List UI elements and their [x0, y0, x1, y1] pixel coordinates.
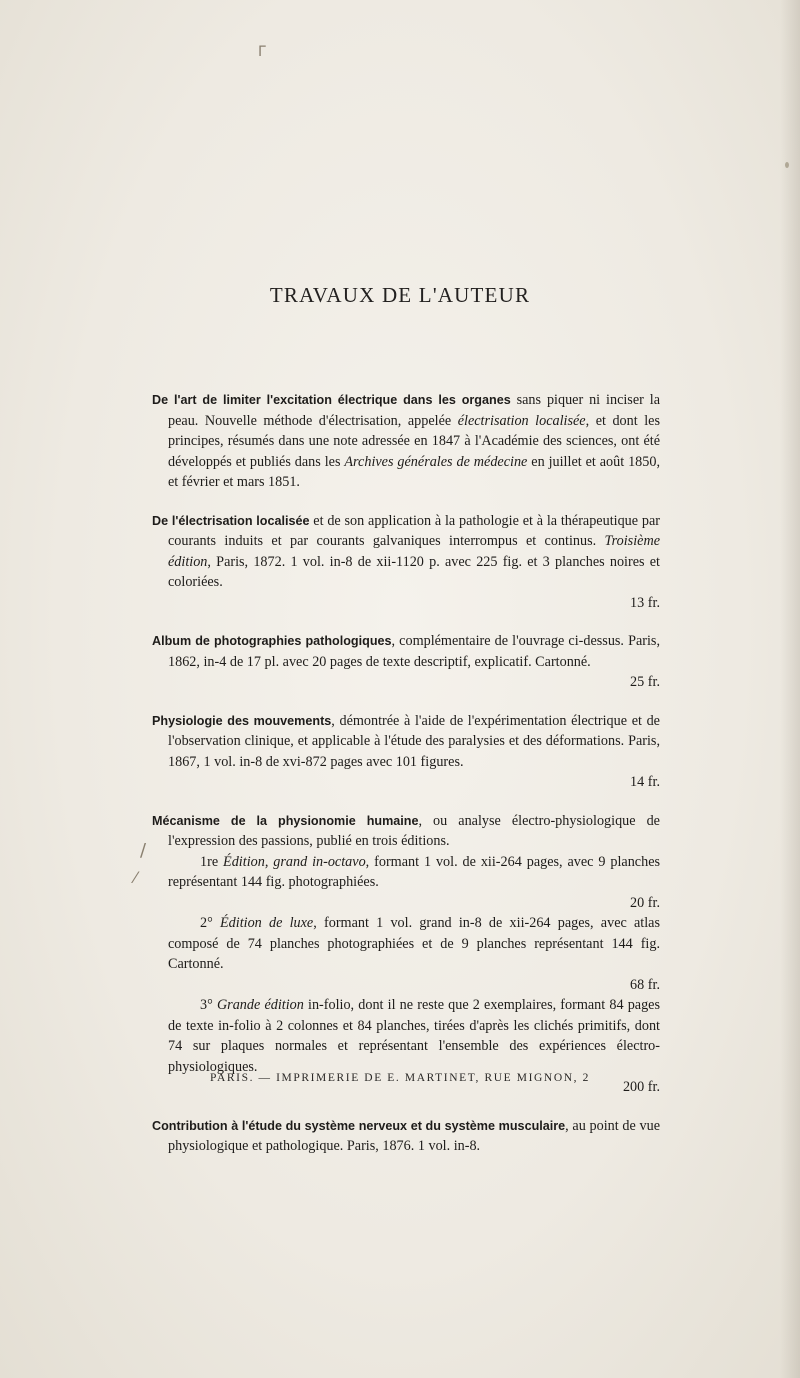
speck	[785, 162, 789, 168]
bibliography-entry	[152, 1116, 660, 1157]
entry-title: De l'art de limiter l'excitation électrique dans les organes	[152, 393, 511, 407]
price-line	[168, 893, 660, 914]
entry-italic: électrisation localisée	[457, 412, 586, 429]
edition-number: 3°	[200, 997, 213, 1013]
edition-item	[168, 913, 660, 995]
entry-text: , au point de vue physiologique et pathologique. Paris, 1876. 1 vol. in-8.	[168, 1117, 660, 1154]
entry-text: , et dont les principes, résumés dans une note adressée en 1847 à l'Académie des sciences, ont été développés et publiés dans les	[168, 412, 660, 470]
entry-italic: Archives générales de médecine	[344, 453, 528, 470]
entry-price: 25 fr.	[630, 674, 660, 690]
page-edge-shadow	[780, 0, 800, 1378]
entry-italic: Troisième édition	[168, 533, 660, 570]
entry-title: Album de photographies pathologiques	[152, 634, 392, 648]
entry-text: , complémentaire de l'ouvrage ci-dessus. Paris, 1862, in-4 de 17 pl. avec 20 pages de texte descriptif, explicatif. Cartonné.	[168, 633, 660, 670]
pencil-mark: /	[140, 840, 147, 861]
edition-text: , formant 1 vol. grand in-8 de xii-264 pages, avec atlas composé de 74 planches photographiées et de 9 planches représentant 144 fig. Cartonné.	[168, 915, 661, 972]
entry-price: 14 fr.	[630, 774, 660, 790]
edition-title: Édition de luxe	[220, 915, 314, 931]
edition-item	[168, 852, 660, 914]
entry-text: sans piquer ni inciser la peau. Nouvelle méthode d'électrisation, appelée	[168, 392, 660, 429]
edition-title: Grande édition	[216, 997, 304, 1013]
pencil-mark: ⁄	[134, 868, 137, 887]
bibliography-list	[152, 390, 660, 1175]
entry-price: 13 fr.	[630, 594, 660, 611]
entry-text: et de son application à la pathologie et à la thérapeutique par courants induits et par courants galvaniques interrompus et continus.	[168, 512, 660, 549]
entry-title: Physiologie des mouvements	[152, 713, 332, 728]
entry-text: en juillet et août 1850, et février et mars 1851.	[168, 453, 661, 490]
edition-price: 20 fr.	[630, 894, 660, 911]
edition-price: 68 fr.	[630, 976, 660, 993]
entry-title: Contribution à l'étude du système nerveux et du système musculaire	[152, 1118, 566, 1133]
edition-price: 200 fr.	[622, 1079, 660, 1095]
edition-title: Édition, grand in-octavo	[223, 853, 366, 870]
bibliography-entry	[152, 811, 660, 1098]
page-title: TRAVAUX DE L'AUTEUR	[269, 283, 531, 307]
price-line	[168, 672, 660, 693]
edition-number: 2°	[200, 915, 213, 931]
price-line	[168, 593, 660, 614]
bibliography-entry	[152, 390, 660, 493]
edition-text: , formant 1 vol. de xii-264 pages, avec 9 planches représentant 144 fig. photographiées.	[168, 853, 661, 890]
edition-number: 1re	[200, 853, 219, 870]
entry-title: Mécanisme de la physionomie humaine	[152, 813, 419, 828]
entry-title: De l'électrisation localisée	[152, 513, 310, 528]
entry-text: , Paris, 1872. 1 vol. in-8 de xii-1120 p. avec 225 fig. et 3 planches noires et coloriées.	[168, 553, 660, 590]
printer-imprint: PARIS. — IMPRIMERIE DE E. MARTINET, RUE MIGNON, 2	[210, 1072, 590, 1084]
price-line	[168, 772, 660, 793]
bibliography-entry	[152, 631, 660, 693]
entry-text: , démontrée à l'aide de l'expérimentation électrique et de l'observation clinique, et applicable à l'étude des paralysies et des déformations. Paris, 1867, 1 vol. in-8 de xvi-872 pages avec 101 figures.	[168, 712, 660, 770]
bibliography-entry	[152, 511, 660, 614]
edition-text: in-folio, dont il ne reste que 2 exemplaires, formant 84 pages de texte in-folio à 2 colonnes et 84 planches, tirées d'après les clichés primitifs, dont 74 sur plaques normales et représentant l'ensemble des expériences électro-physiologiques.	[168, 997, 660, 1075]
bibliography-entry	[152, 711, 660, 793]
entry-text: , ou analyse électro-physiologique de l'expression des passions, publié en trois éditions.	[168, 812, 660, 849]
price-line	[168, 975, 660, 996]
pencil-mark: ᒥ	[258, 44, 266, 60]
